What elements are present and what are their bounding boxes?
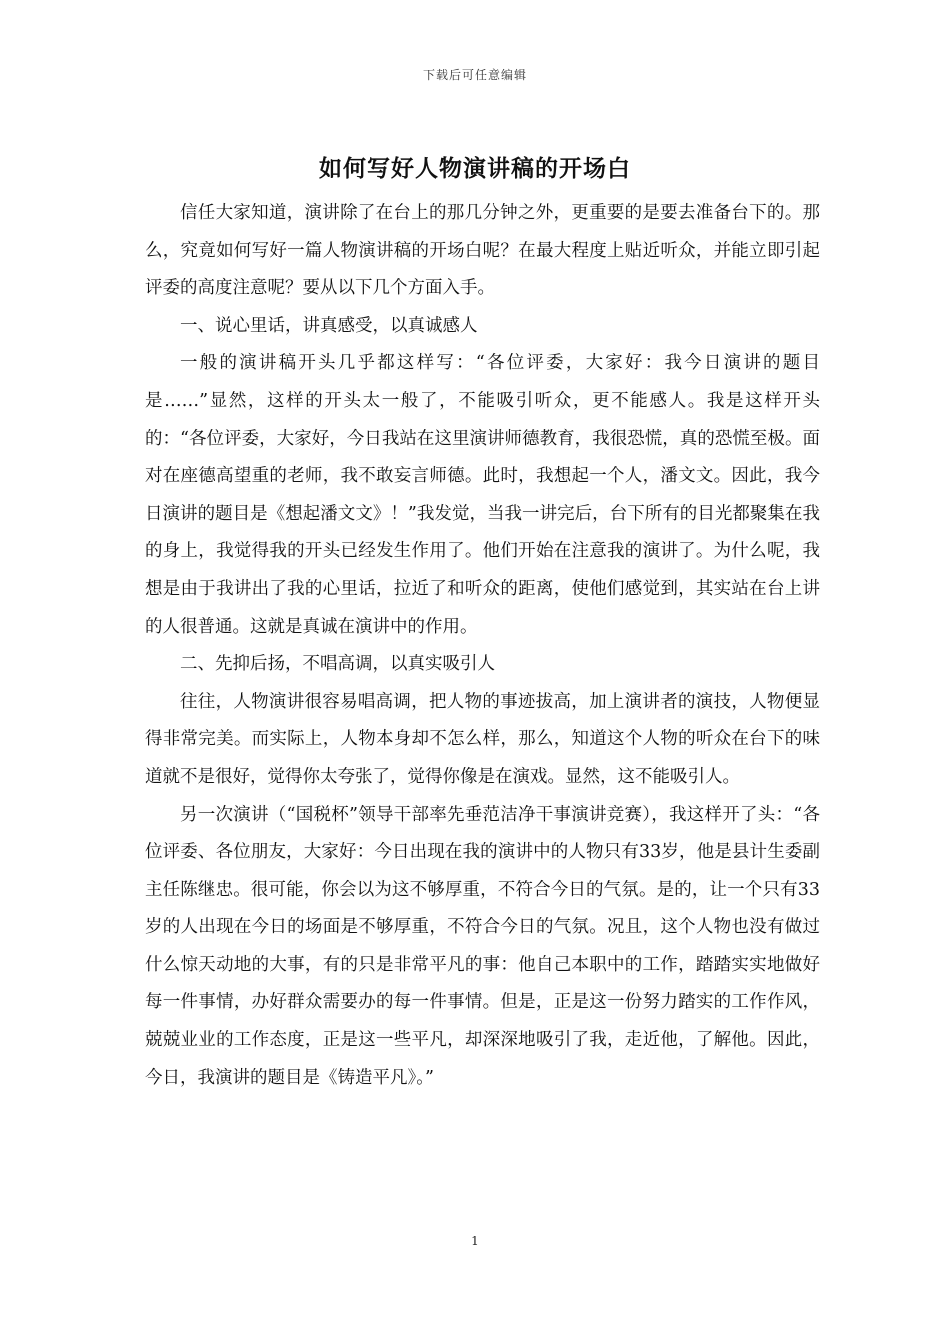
intro-paragraph: 信任大家知道，演讲除了在台上的那几分钟之外，更重要的是要去准备台下的。那么，究竟如何写好一篇人物演讲稿的开场白呢？在最大程度上贴近听众，并能立即引起评委的高度注意呢？要从以下几个方面入手。 — [145, 203, 820, 299]
body-paragraph: 一般的演讲稿开头几乎都这样写：“各位评委，大家好：我今日演讲的题目是……”显然，这样的开头太一般了，不能吸引听众，更不能感人。我是这样开头的：“各位评委，大家好，今日我站在这里演讲师德教育，我很恐慌，真的恐慌至极。面对在座德高望重的老师，我不敢妄言师德。此时，我想起一个人，潘文文。因此，我今日演讲的题目是《想起潘文文》！”我发觉，当我一讲完后，台下所有的目光都聚集在我的身上，我觉得我的开头已经发生作用了。他们开始在注意我的演讲了。为什么呢，我想是由于我讲出了我的心里话，拉近了和听众的距离，使他们感觉到，其实站在台上讲的人很普通。这就是真诚在演讲中的作用。 — [145, 353, 820, 637]
document-body — [145, 195, 820, 1097]
section-heading-2: 二、先抑后扬，不唱高调，以真实吸引人 — [180, 654, 495, 675]
body-paragraph: 另一次演讲（“国税杯”领导干部率先垂范洁净干事演讲竞赛），我这样开了头：“各位评委、各位朋友，大家好：今日出现在我的演讲中的人物只有33岁，他是县计生委副主任陈继忠。很可能，你会以为这不够厚重，不符合今日的气氛。是的，让一个只有33岁的人出现在今日的场面是不够厚重，不符合今日的气氛。况且，这个人物也没有做过什么惊天动地的大事，有的只是非常平凡的事：他自己本职中的工作，踏踏实实地做好每一件事情，办好群众需要办的每一件事情。但是，正是这一份努力踏实的工作作风，兢兢业业的工作态度，正是这一些平凡，却深深地吸引了我，走近他，了解他。因此，今日，我演讲的题目是《铸造平凡》。” — [145, 804, 820, 1088]
section-heading-1: 一、说心里话，讲真感受，以真诚感人 — [180, 315, 478, 336]
document-title: 如何写好人物演讲稿的开场白 — [319, 155, 631, 182]
page-number: 1 — [471, 1234, 479, 1248]
header-note: 下载后可任意编辑 — [422, 68, 527, 82]
body-paragraph: 往往，人物演讲很容易唱高调，把人物的事迹拔高，加上演讲者的演技，人物便显得非常完美。而实际上，人物本身却不怎么样，那么，知道这个人物的听众在台下的味道就不是很好，觉得你太夸张了，觉得你像是在演戏。显然，这不能吸引人。 — [145, 691, 820, 787]
